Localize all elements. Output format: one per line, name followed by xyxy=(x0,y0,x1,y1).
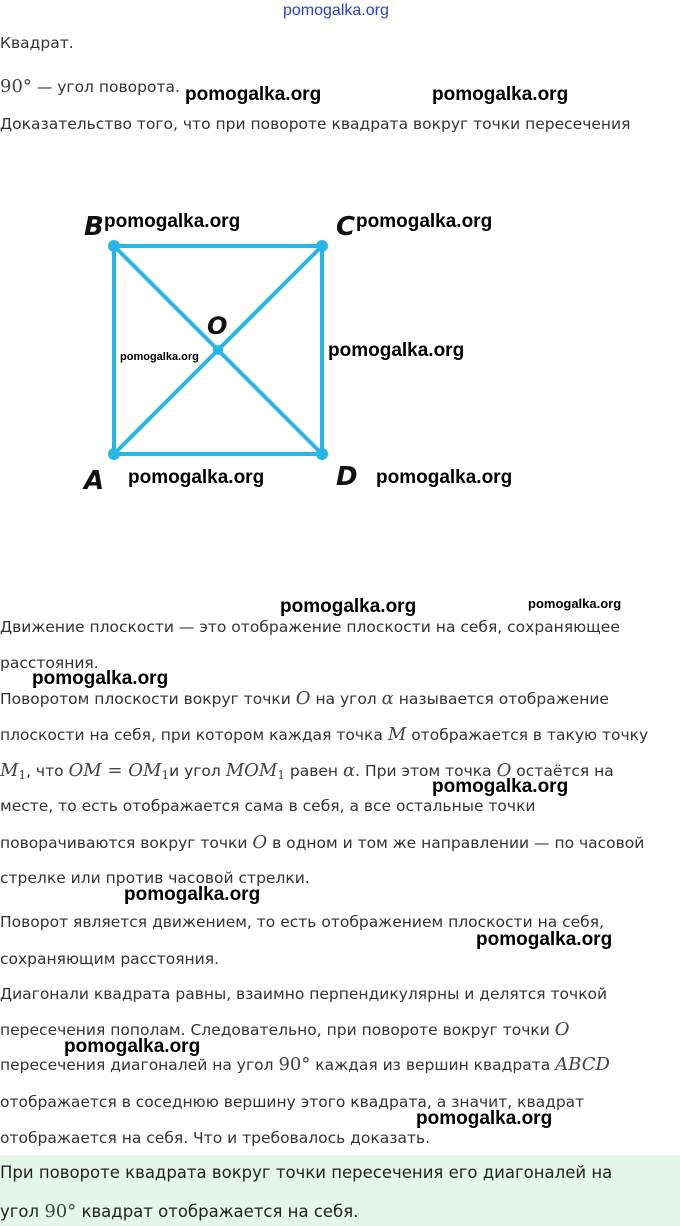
watermark: pomogalka.org xyxy=(528,596,622,611)
answer-line1: При повороте квадрата вокруг точки пересечения его диагоналей на xyxy=(0,1163,613,1182)
angle-text: — угол поворота. xyxy=(31,78,180,96)
motion-def-line1: Движение плоскости — это отображение плоскости на себя, сохраняющее xyxy=(0,618,620,636)
label-d: D xyxy=(336,462,358,492)
given-figure: Квадрат. xyxy=(0,34,74,52)
rotation-def-line6: стрелке или против часовой стрелки. xyxy=(0,869,310,887)
vertex-c-dot xyxy=(316,240,328,252)
watermark: pomogalka.org xyxy=(416,1108,553,1129)
watermark: pomogalka.org xyxy=(120,351,199,363)
watermark: pomogalka.org xyxy=(280,596,417,617)
label-o: O xyxy=(207,312,228,340)
watermark: pomogalka.org xyxy=(432,776,569,797)
rotation-motion-line2: сохраняющим расстояния. xyxy=(0,950,219,968)
proof-line1: Диагонали квадрата равны, взаимно перпендикулярны и делятся точкой xyxy=(0,985,608,1003)
watermark: pomogalka.org xyxy=(104,211,241,232)
watermark-top: pomogalka.org xyxy=(283,2,389,19)
watermark: pomogalka.org xyxy=(328,340,465,361)
watermark: pomogalka.org xyxy=(185,84,322,105)
watermark: pomogalka.org xyxy=(476,929,613,950)
rotation-def-line4: месте, то есть отображается сама в себя, а все остальные точки xyxy=(0,797,536,815)
watermark: pomogalka.org xyxy=(128,467,265,488)
label-a: A xyxy=(84,466,105,496)
rotation-def-line2: плоскости на себя, при котором каждая точка M отображается в такую точку xyxy=(0,724,649,745)
watermark: pomogalka.org xyxy=(432,84,569,105)
angle-value: 90° xyxy=(0,76,32,97)
answer-box xyxy=(0,1155,680,1226)
rotation-def-line1: Поворотом плоскости вокруг точки O на угол α называется отображение xyxy=(0,688,609,709)
answer-line2: угол 90° квадрат отображается на себя. xyxy=(0,1201,359,1222)
vertex-b-dot xyxy=(108,240,120,252)
motion-def-line2: расстояния. xyxy=(0,654,99,672)
watermark: pomogalka.org xyxy=(32,668,169,689)
vertex-d-dot xyxy=(316,448,328,460)
watermark: pomogalka.org xyxy=(64,1036,201,1057)
proof-line4: отображается в соседнюю вершину этого квадрата, а значит, квадрат xyxy=(0,1093,585,1111)
given-angle xyxy=(0,76,180,97)
center-o-dot xyxy=(213,345,223,355)
watermark: pomogalka.org xyxy=(124,884,261,905)
proof-line3: пересечения диагоналей на угол 90° каждая из вершин квадрата ABCD xyxy=(0,1054,610,1075)
rotation-def-line5: поворачиваются вокруг точки O в одном и том же направлении — по часовой xyxy=(0,832,645,853)
label-b: B xyxy=(84,212,104,242)
label-c: C xyxy=(336,212,356,242)
rotation-motion-line1: Поворот является движением, то есть отображением плоскости на себя, xyxy=(0,913,604,931)
proof-line2: пересечения пополам. Следовательно, при повороте вокруг точки O xyxy=(0,1019,570,1040)
watermark: pomogalka.org xyxy=(356,211,493,232)
watermark: pomogalka.org xyxy=(376,467,513,488)
vertex-a-dot xyxy=(108,448,120,460)
proof-line5: отображается на себя. Что и требовалось доказать. xyxy=(0,1129,431,1147)
to-prove: Доказательство того, что при повороте квадрата вокруг точки пересечения xyxy=(0,115,631,133)
rotation-def-line3: $M_1$, что OM = $OM_1и$ угол $MOM_1$ равен α. При этом точка O остаётся на xyxy=(0,760,614,782)
